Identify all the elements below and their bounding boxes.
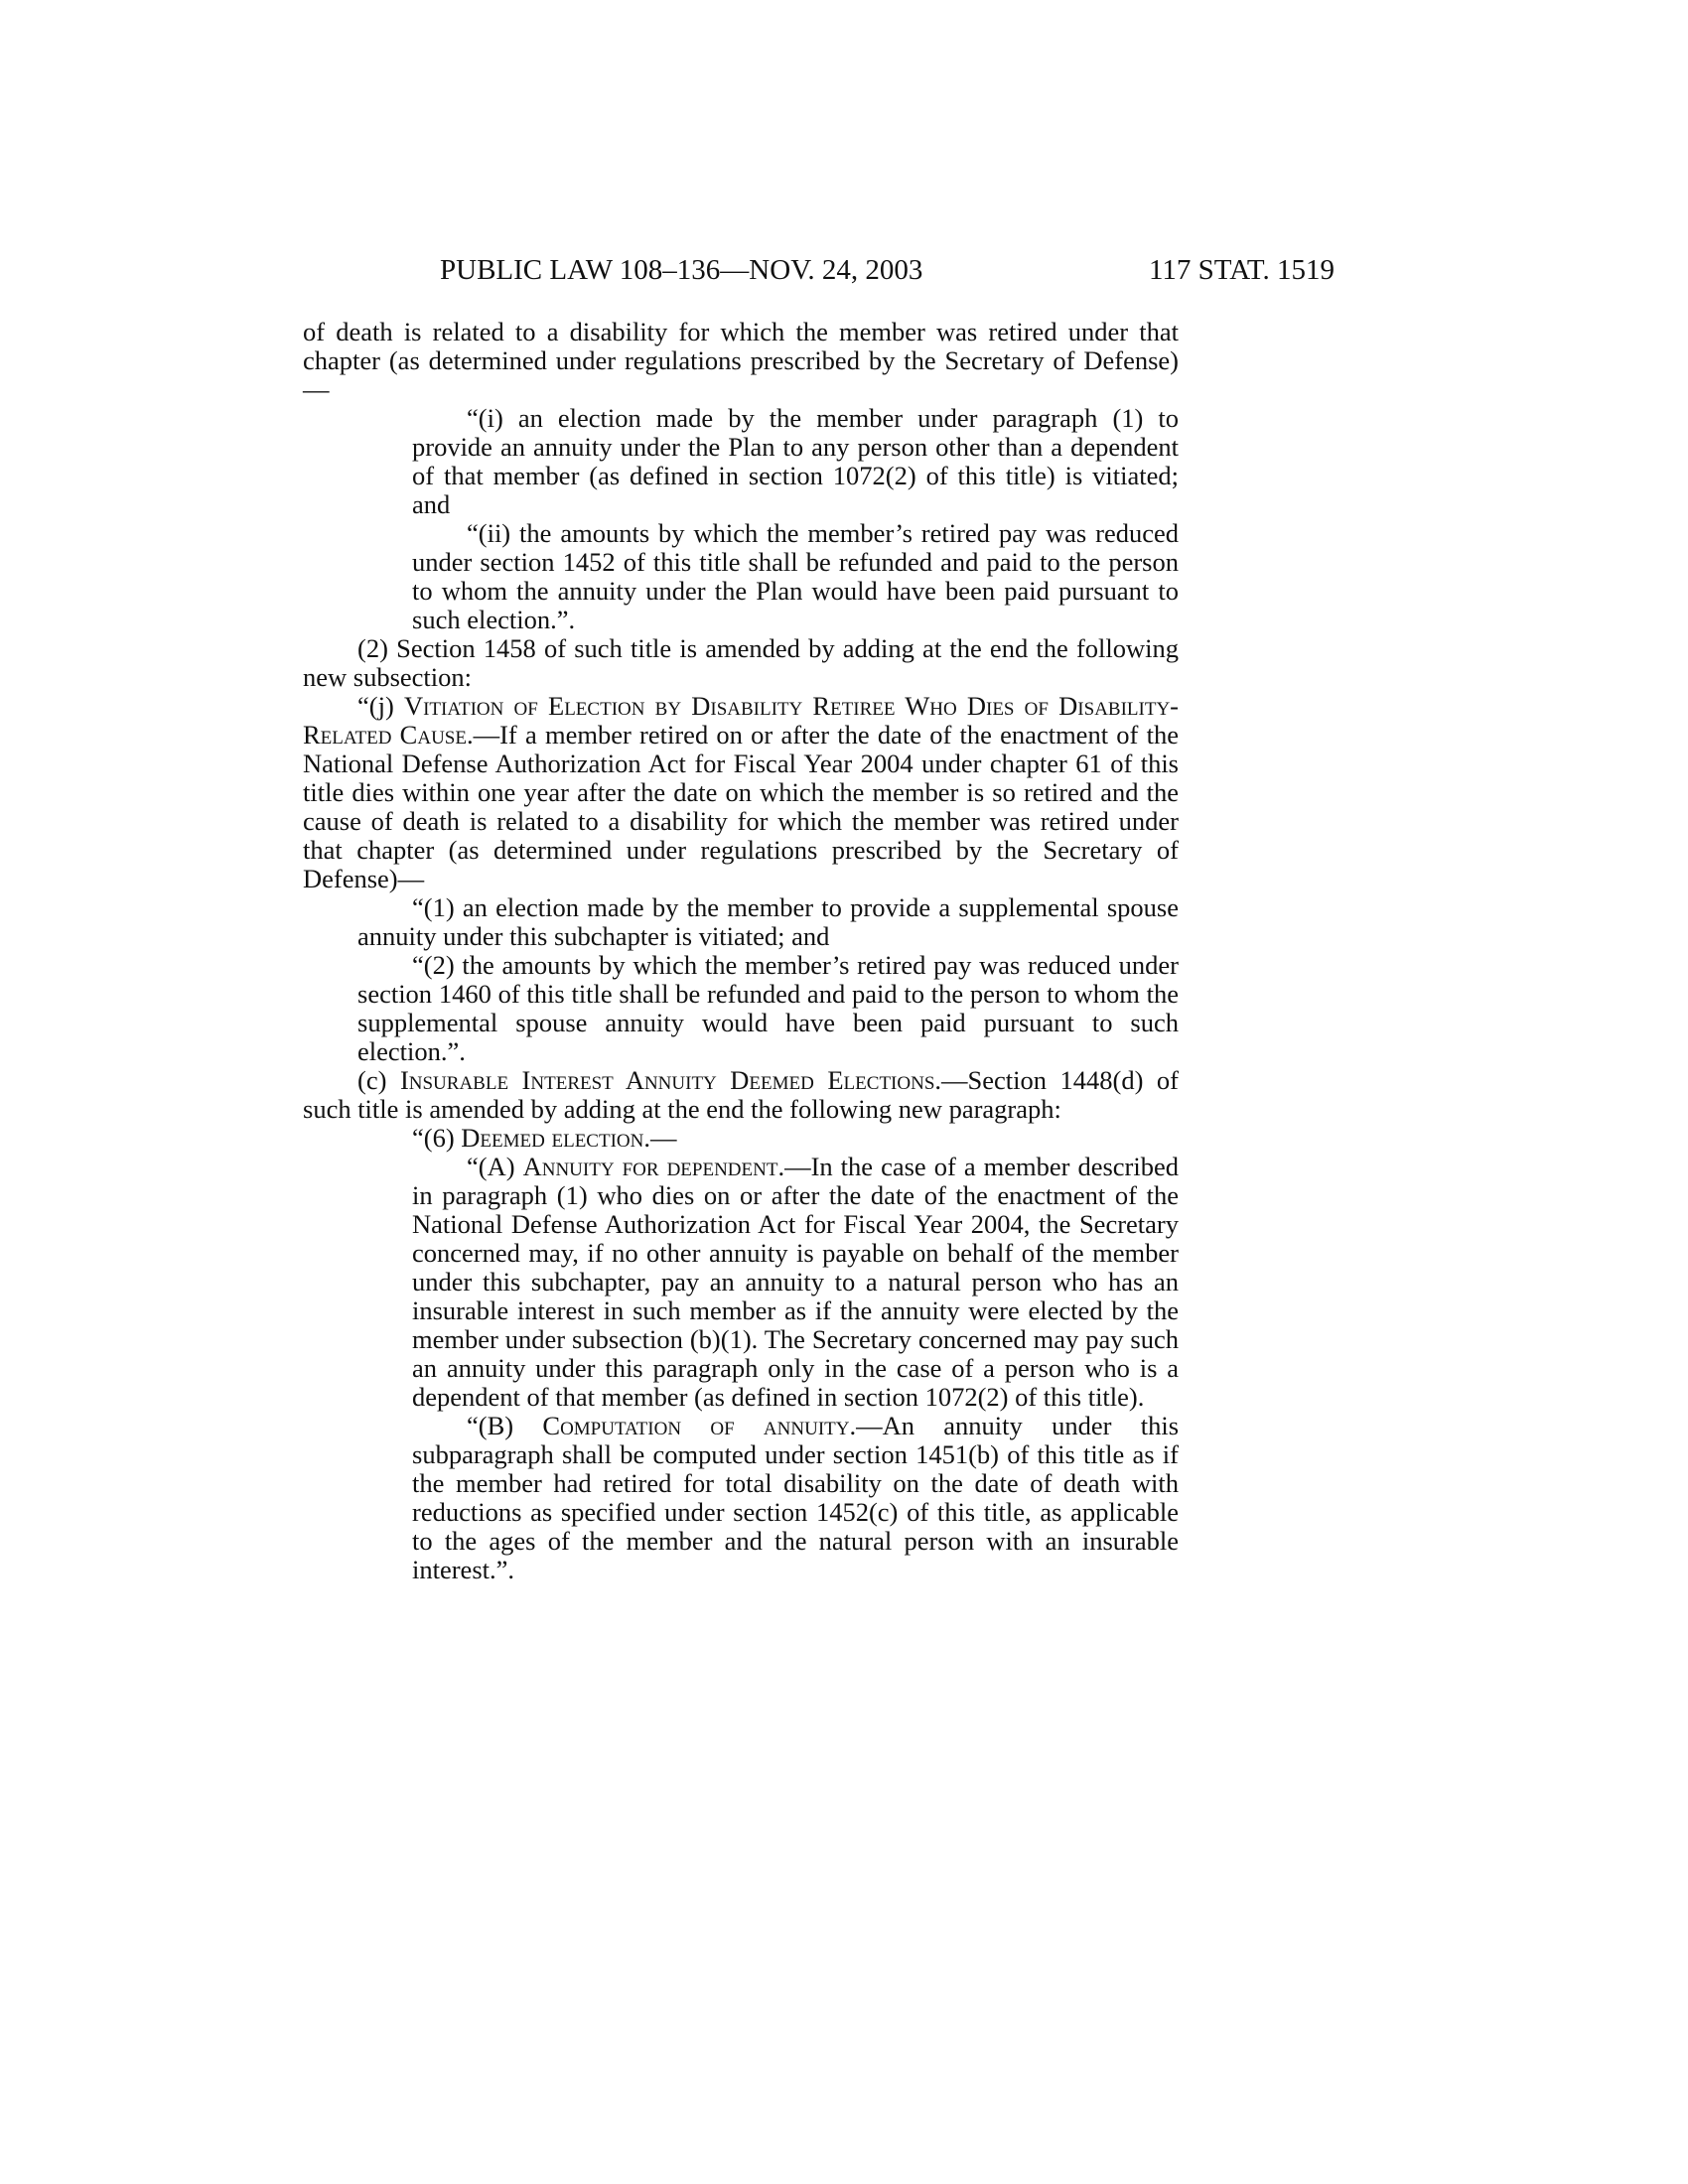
subsection-j-text: —If a member retired on or after the date of the enactment of the National Defense Authorization Act for Fiscal Year 2004 under chapter 61 of this title dies within one year after the date on which the member is so retired and the cause of death is related to a disability for which the member was retired under that chapter (as determined under regulations prescribed by the Secretary of Defense)— <box>303 720 1179 893</box>
subparagraph-b-heading: Computation of annuity. <box>542 1411 857 1440</box>
page-header <box>0 250 1688 290</box>
paragraph-6-text: — <box>649 1123 677 1153</box>
document-body <box>303 318 1179 1584</box>
subsection-j <box>303 692 1179 893</box>
clause-i: “(i) an election made by the member under paragraph (1) to provide an annuity under the Plan to any person other than a dependent of that member (as defined in section 1072(2) of this title) is vitiated; and <box>412 403 1179 519</box>
item-2: “(2) the amounts by which the member’s retired pay was reduced under section 1460 of this title shall be refunded and paid to the person to whom the supplemental spouse annuity would have been paid pursuant to such election.”. <box>357 950 1179 1066</box>
subsection-j-lead: “(j) <box>357 691 404 721</box>
subparagraph-a-text: —In the case of a member described in paragraph (1) who dies on or after the date of the enactment of the National Defense Authorization Act for Fiscal Year 2004, the Secretary concerned may, if no other annuity is payable on behalf of the member under this subchapter, pay an annuity to a natural person who has an insurable interest in such member as if the annuity were elected by the member under subsection (b)(1). The Secretary concerned may pay such an annuity under this paragraph only in the case of a person who is a dependent of that member (as defined in section 1072(2) of this title). <box>412 1152 1179 1412</box>
subsection-c-lead: (c) <box>357 1065 400 1095</box>
subparagraph-b-lead: “(B) <box>467 1411 543 1440</box>
subsection-c-heading: Insurable Interest Annuity Deemed Elections. <box>399 1065 942 1095</box>
subparagraph-b-text: —An annuity under this subparagraph shall be computed under section 1451(b) of this title as if the member had retired for total disability on the date of death with reductions as specified under section 1452(c) of this title, as applicable to the ages of the member and the natural person with an insurable interest.”. <box>412 1411 1180 1584</box>
subparagraph-a-heading: Annuity for dependent. <box>522 1152 785 1181</box>
paragraph-6-lead: “(6) <box>412 1123 462 1153</box>
paragraph-6-heading: Deemed election. <box>461 1123 650 1153</box>
subparagraph-a <box>412 1153 1179 1412</box>
item-1: “(1) an election made by the member to provide a supplemental spouse annuity under this subchapter is vitiated; and <box>357 892 1179 951</box>
subsection-c <box>303 1066 1179 1124</box>
paragraph-continuation: of death is related to a disability for which the member was retired under that chapter (as determined under regulations prescribed by the Secretary of Defense)— <box>303 317 1179 404</box>
subparagraph-b <box>412 1412 1179 1584</box>
running-head-title: PUBLIC LAW 108–136—NOV. 24, 2003 <box>440 254 923 286</box>
subparagraph-a-lead: “(A) <box>467 1152 523 1181</box>
clause-ii: “(ii) the amounts by which the member’s retired pay was reduced under section 1452 of this title shall be refunded and paid to the person to whom the annuity under the Plan would have been paid pursuant to such election.”. <box>412 518 1179 634</box>
paragraph-2: (2) Section 1458 of such title is amended by adding at the end the following new subsection: <box>303 633 1179 692</box>
subsection-j-heading: Vitiation of Election by Disability Retiree Who Dies of Disability-Related Cause. <box>303 691 1179 750</box>
paragraph-6 <box>357 1124 1179 1153</box>
statute-page-number: 117 STAT. 1519 <box>1149 254 1335 286</box>
subsection-c-text: —Section 1448(d) of such title is amended by adding at the end the following new paragraph: <box>303 1065 1179 1124</box>
